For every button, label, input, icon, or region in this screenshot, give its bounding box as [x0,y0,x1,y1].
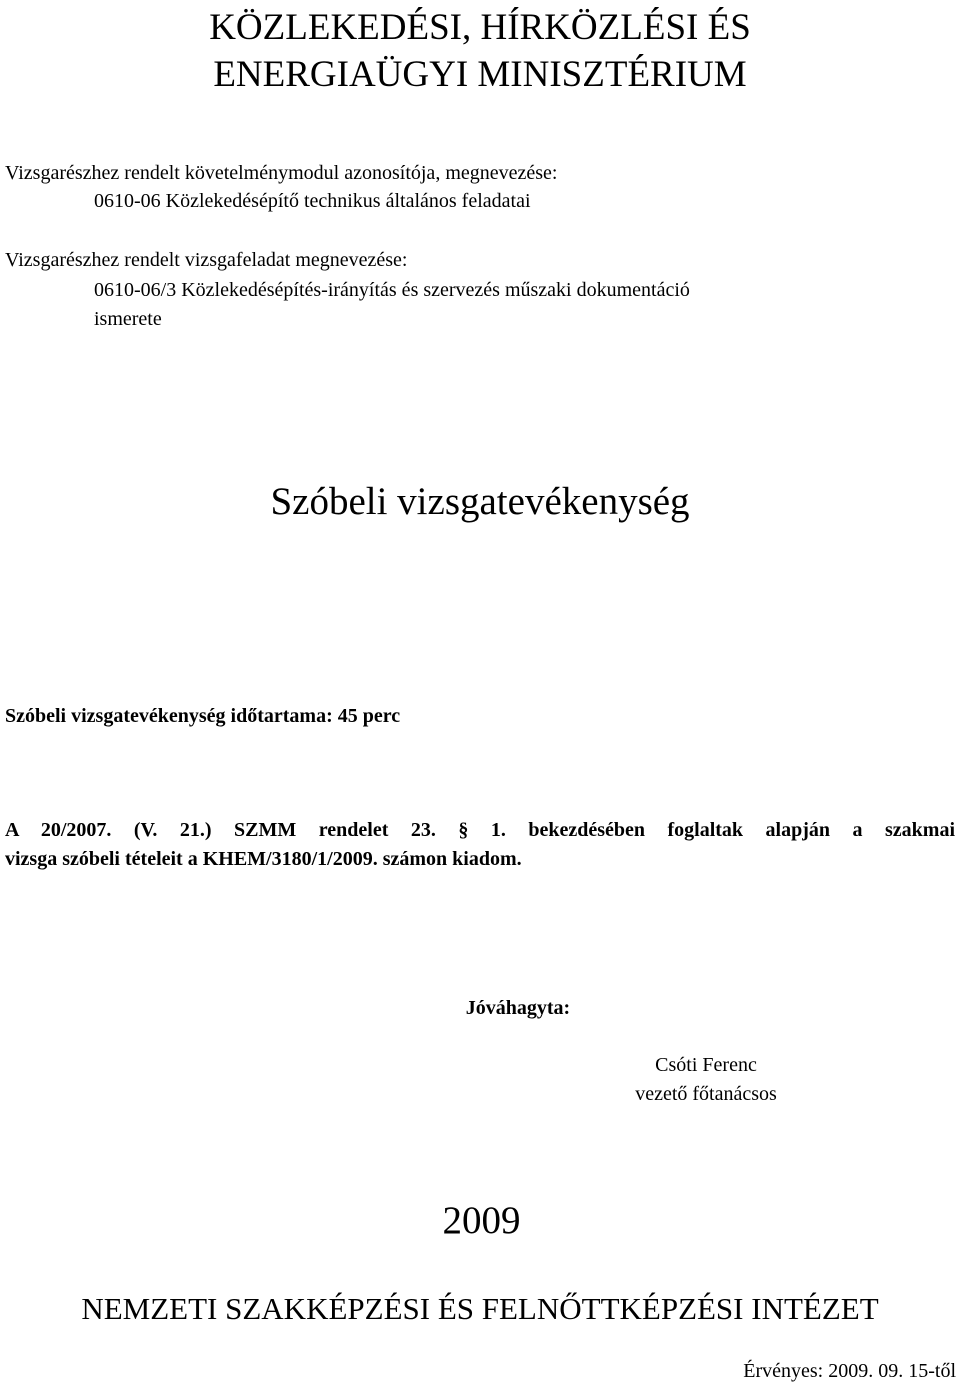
module-label: Vizsgarészhez rendelt követelménymodul azonosítója, megnevezése: [5,162,558,184]
module-value: 0610-06 Közlekedésépítő technikus általános feladatai [94,190,531,212]
approver-title: vezető főtanácsos [635,1083,777,1105]
approval-label: Jóváhagyta: [465,997,571,1019]
document-year: 2009 [442,1199,521,1242]
task-label: Vizsgarészhez rendelt vizsgafeladat megnevezése: [5,249,408,271]
legal-basis-line1: A 20/2007. (V. 21.) SZMM rendelet 23. § 1. bekezdésében foglaltak alapján a szakmai [5,819,955,841]
page-title: Szóbeli vizsgatevékenység [270,480,690,523]
legal-basis-line2: vizsga szóbeli tételeit a KHEM/3180/1/2009. számon kiadom. [5,848,522,870]
approver-name: Csóti Ferenc [655,1054,757,1076]
exam-duration: Szóbeli vizsgatevékenység időtartama: 45 perc [5,705,401,727]
ministry-name-line2: ENERGIAÜGYI MINISZTÉRIUM [213,54,747,95]
task-value-line2: ismerete [94,308,162,330]
ministry-name-line1: KÖZLEKEDÉSI, HÍRKÖZLÉSI ÉS [209,7,751,48]
institute-name: NEMZETI SZAKKÉPZÉSI ÉS FELNŐTTKÉPZÉSI INTÉZET [81,1291,879,1326]
task-value-line1: 0610-06/3 Közlekedésépítés-irányítás és szervezés műszaki dokumentáció [94,279,690,301]
validity-date: Érvényes: 2009. 09. 15-től [743,1360,956,1382]
